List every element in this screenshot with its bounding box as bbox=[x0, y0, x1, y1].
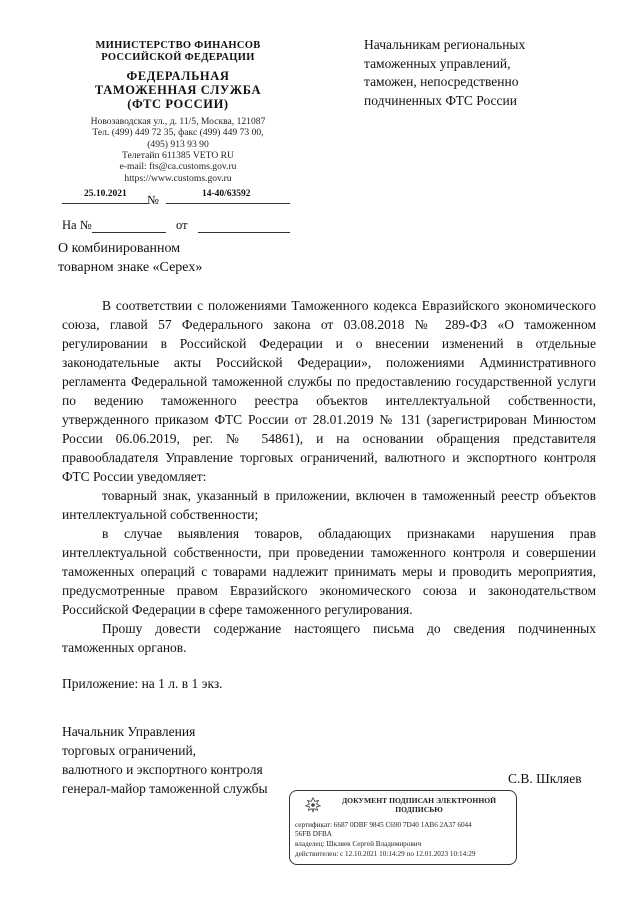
letter-number: 14-40/63592 bbox=[202, 189, 251, 199]
stamp-validity: действителен: с 12.10.2021 10:14:29 по 12.01.2023 10:14:29 bbox=[295, 850, 476, 858]
stamp-certificate-cont: 56FB DFBA bbox=[295, 830, 332, 838]
stamp-owner: владелец: Шкляев Сергей Владимирович bbox=[295, 840, 422, 848]
electronic-signature-stamp bbox=[289, 790, 517, 865]
body-paragraph: в случае выявления товаров, обладающих признаками нарушения прав интеллектуальной собственности, при проведении таможенного контроля и совершении таможенных операций с товарами надлежит принимать меры и проводить мероприятия, предусмотренные правом Евразийского экономического союза и законодательством Российской Федерации в сфере таможенного регулирования. bbox=[62, 526, 596, 617]
emblem-icon bbox=[304, 796, 322, 814]
stamp-certificate: сертификат: 6687 0DBF 9845 C690 7D40 1AB6 2A37 6044 bbox=[295, 821, 472, 829]
letter-body bbox=[62, 296, 596, 657]
signatory-title: Начальник Управления торговых ограничений, валютного и экспортного контроля генерал-майор таможенной службы bbox=[62, 724, 268, 796]
letter-subject: О комбинированном товарном знаке «Серех» bbox=[58, 241, 203, 275]
body-paragraph: Прошу довести содержание настоящего письма до сведения подчиненных таможенных органов. bbox=[62, 621, 596, 655]
contact-block: Новозаводская ул., д. 11/5, Москва, 121087 Тел. (499) 449 72 35, факс (499) 449 73 00, (495) 913 93 90 Телетайп 611385 VETO RU e-mail: fts@ca.customs.gov.ru https://www.customs.gov.ru bbox=[90, 116, 266, 184]
number-underline bbox=[166, 203, 290, 204]
reference-date-underline bbox=[198, 232, 290, 233]
reference-from-label: от bbox=[176, 218, 188, 232]
addressee: Начальникам региональных таможенных управлений, таможен, непосредственно подчиненных ФТС России bbox=[364, 37, 526, 108]
ministry-name: МИНИСТЕРСТВО ФИНАНСОВ РОССИЙСКОЙ ФЕДЕРАЦИИ bbox=[95, 40, 261, 64]
signatory-name: С.В. Шкляев bbox=[508, 771, 582, 786]
number-sign: № bbox=[147, 193, 159, 207]
service-name: ФЕДЕРАЛЬНАЯ ТАМОЖЕННАЯ СЛУЖБА (ФТС РОССИИ) bbox=[94, 69, 262, 111]
attachment-note: Приложение: на 1 л. в 1 экз. bbox=[62, 676, 223, 691]
letter-date: 25.10.2021 bbox=[84, 189, 127, 199]
reference-label: На № bbox=[62, 218, 92, 232]
body-paragraph: В соответствии с положениями Таможенного кодекса Евразийского экономического союза, главой 57 Федерального закона от 03.08.2018 № 289-ФЗ «О таможенном регулировании в Российской Федерации и о внесении изменений в отдельные законодательные акты Российской Федерации», положениями Административного регламента Федеральной таможенной службы по предоставлению государственной услуги по ведению таможенного реестра объектов интеллектуальной собственности, утвержденного приказом ФТС России от 28.01.2019 № 131 (зарегистрирован Минюстом России 06.06.2019, рег. № 54861), и на основании обращения представителя правообладателя Управление торговых ограничений, валютного и экспортного контроля ФТС России уведомляет: bbox=[62, 298, 596, 484]
body-paragraph: товарный знак, указанный в приложении, включен в таможенный реестр объектов интеллектуальной собственности; bbox=[62, 488, 596, 522]
reference-number-underline bbox=[92, 232, 166, 233]
stamp-title: ДОКУМЕНТ ПОДПИСАН ЭЛЕКТРОННОЙ ПОДПИСЬЮ bbox=[341, 796, 497, 814]
date-underline bbox=[62, 203, 148, 204]
